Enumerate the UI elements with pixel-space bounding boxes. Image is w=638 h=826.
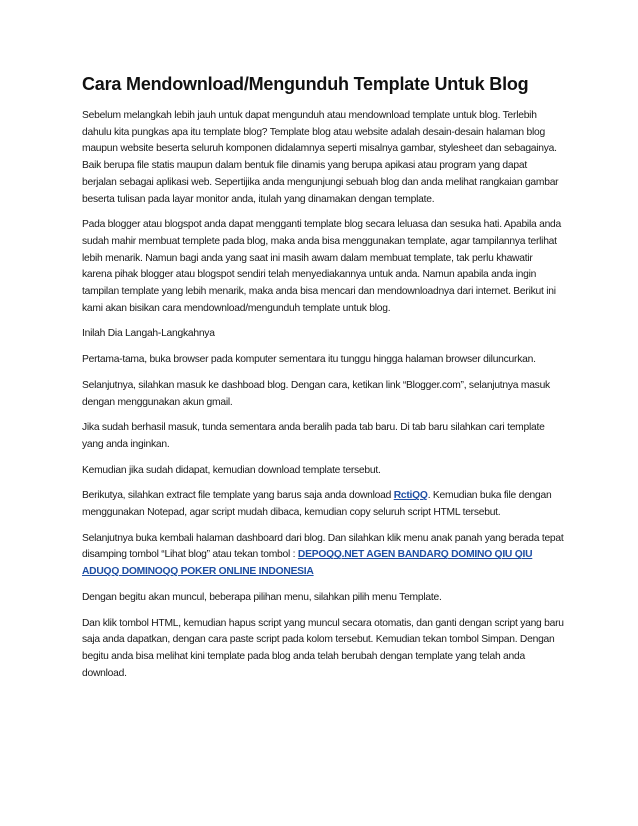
paragraph-step-extract-text-b: . Kemudian buka file dengan menggunakan Notepad, agar script mudah dibaca, kemudian copy seluruh script HTML tersebut. — [82, 490, 552, 519]
paragraph-steps-heading: Inilah Dia Langah-Langkahnya — [82, 328, 215, 340]
paragraph-step-download: Kemudian jika sudah didapat, kemudian download template tersebut. — [82, 464, 381, 476]
paragraph-step-arrow-menu — [82, 531, 564, 581]
paragraph-intro: Sebelum melangkah lebih jauh untuk dapat mengunduh atau mendownload template untuk blog. Terlebih dahulu kita pungkas apa itu template blog? Template blog atau website adalah desain-desain halaman blog maupun website beserta seluruh komponen didalamnya seperti misalnya gambar, stylesheet dan sebagainya. Baik berupa file statis maupun dalam bentuk file dinamis yang berupa apikasi atau program yang dapat berjalan sebagai aplikasi web. Sepertijika anda mengunjungi sebuah blog dan anda melihat rangkaian gambar beserta tulisan pada layar monitor anda, itulah yang dinamakan dengan template. — [82, 110, 559, 205]
paragraph-step-new-tab: Jika sudah berhasil masuk, tunda sementara anda beralih pada tab baru. Di tab baru silahkan cari template yang anda inginkan. — [82, 422, 545, 450]
paragraph-step-html-replace: Dan klik tombol HTML, kemudian hapus script yang muncul secara otomatis, dan ganti dengan script yang baru saja anda dapatkan, dengan cara paste script pada kolom tersebut. Kemudian tekan tombol Simpan. Dengan begitu anda bisa melihat kini template pada blog anda telah berubah dengan template yang telah anda download. — [82, 617, 564, 679]
depoqq-link[interactable]: DEPOQQ.NET AGEN BANDARQ DOMINO QIU QIU ADUQQ DOMINOQQ POKER ONLINE INDONESIA — [82, 549, 533, 578]
paragraph-step-extract — [82, 488, 564, 521]
rctiqq-link[interactable]: RctiQQ — [393, 490, 428, 502]
paragraph-blogger-template: Pada blogger atau blogspot anda dapat mengganti template blog secara leluasa dan sesuka hati. Apabila anda sudah mahir membuat templete pada blog, maka anda bisa menggunakan template, agar tampilannya terlihat lebih menarik. Namun bagi anda yang saat ini masih awam dalam membuat template, tak perlu khawatir karena pihak blogger atau blogspot sendiri telah menyediakannya untuk anda. Namun apabila anda ingin tampilan template yang lebih menarik, maka anda bisa mencari dan mendownloadnya dari internet. Berikut ini kami akan bisikan cara mendownload/mengunduh template untuk blog. — [82, 219, 561, 314]
paragraph-step-template-menu: Dengan begitu akan muncul, beberapa pilihan menu, silahkan pilih menu Template. — [82, 591, 442, 603]
paragraph-step-dashboard: Selanjutnya, silahkan masuk ke dashboad blog. Dengan cara, ketikan link “Blogger.com”, selanjutnya masuk dengan menggunakan akun gmail. — [82, 379, 550, 408]
document-page — [82, 72, 564, 691]
paragraph-step-open-browser: Pertama-tama, buka browser pada komputer sementara itu tunggu hingga halaman browser diluncurkan. — [82, 354, 536, 366]
paragraph-step-extract-text-a: Berikutya, silahkan extract file template yang barus saja anda download — [82, 490, 394, 502]
document-title: Cara Mendownload/Mengunduh Template Untuk Blog — [82, 74, 529, 94]
paragraph-step-arrow-menu-text: Selanjutnya buka kembali halaman dashboard dari blog. Dan silahkan klik menu anak panah yang berada tepat disamping tombol “Lihat blog” atau tekan tombol : — [82, 532, 564, 561]
